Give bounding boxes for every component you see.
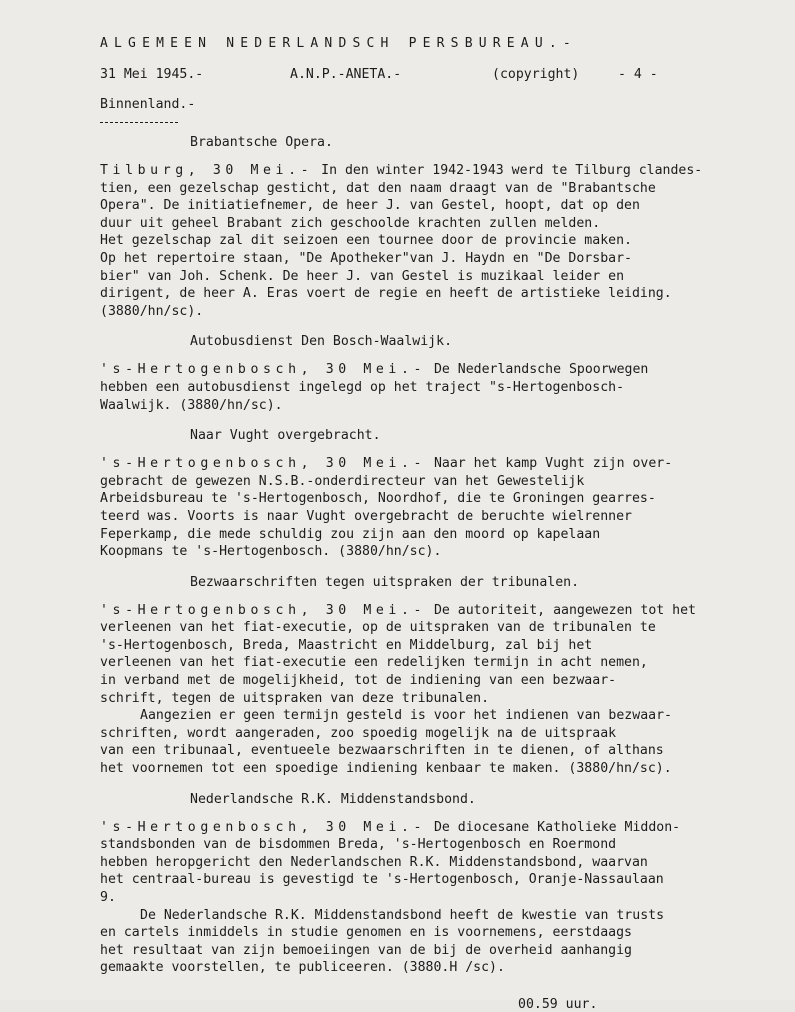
article-dateline: 's-Hertogenbosch, 30 Mei.- <box>100 456 427 472</box>
section-underline <box>100 120 178 123</box>
article-line: Koopmans te 's-Hertogenbosch. (3880/hn/sc). <box>100 544 442 560</box>
article-autobusdienst <box>100 334 759 414</box>
article-middenstandsbond <box>100 792 759 977</box>
article-line: het resultaat van zijn bemoeiingen van de bij de overheid aanhangig <box>100 942 632 958</box>
article-heading: Bezwaarschriften tegen uitspraken der tribunalen. <box>190 574 580 590</box>
article-line: gebracht de gewezen N.S.B.-onderdirecteur van het Gewestelijk <box>100 473 585 489</box>
article-line: 's-Hertogenbosch, Breda, Maastricht en Middelburg, zal bij het <box>100 637 593 653</box>
article-line: hebben heropgericht den Nederlandschen R.K. Middenstandsbond, waarvan <box>100 854 648 870</box>
article-line: Waalwijk. (3880/hn/sc). <box>100 397 283 413</box>
article-line: 's-Hertogenbosch, 30 Mei.- De Nederlandsche Spoorwegen <box>100 362 649 378</box>
article-line: 9. <box>100 890 116 905</box>
article-line: (3880/hn/sc). <box>100 303 204 319</box>
article-line: bier" van Joh. Schenk. De heer J. van Gestel is muzikaal leider en <box>100 268 625 284</box>
article-dateline: 's-Hertogenbosch, 30 Mei.- <box>100 602 427 618</box>
article-line: Opera". De initiatiefnemer, de heer J. van Gestel, hoopt, dat op den <box>100 198 640 214</box>
article-line: teerd was. Voorts is naar Vught overgebracht de beruchte wielrenner <box>100 508 632 524</box>
article-line: dirigent, de heer A. Eras voert de regie en heeft de artistieke leiding. <box>100 286 672 302</box>
article-line: 's-Hertogenbosch, 30 Mei.- De autoriteit, aangewezen tot het <box>100 602 696 618</box>
bulletin-meta-line <box>100 67 759 85</box>
article-heading: Brabantsche Opera. <box>190 135 333 150</box>
transmission-time: 00.59 uur. <box>518 996 598 1012</box>
article-naar-vught <box>100 428 759 561</box>
article-line: van een tribunaal, eventueele bezwaarschriften in te dienen, of althans <box>100 743 664 759</box>
article-line: Op het repertoire staan, "De Apotheker"van J. Haydn en "De Dorsbar- <box>100 250 632 266</box>
agency-masthead: ALGEMEEN NEDERLANDSCH PERSBUREAU.- <box>100 36 577 51</box>
article-line: en cartels inmiddels in studie genomen en is voornemens, eerstdaags <box>100 925 632 941</box>
article-line: gemaakte voorstellen, te publiceeren. (3880.H /sc). <box>100 960 505 976</box>
article-line: Aangezien er geen termijn gesteld is voor het indienen van bezwaar- <box>140 708 672 724</box>
article-line: 's-Hertogenbosch, 30 Mei.- Naar het kamp Vught zijn over- <box>100 456 673 472</box>
section-label <box>100 97 759 127</box>
article-line: schrift, tegen de uitspraken van deze tribunalen. <box>100 690 490 706</box>
page-number: - 4 - <box>618 67 658 82</box>
article-line: De Nederlandsche R.K. Middenstandsbond heeft de kwestie van trusts <box>140 907 665 923</box>
article-line: tien, een gezelschap gesticht, dat den naam draagt van de "Brabantsche <box>100 180 656 196</box>
article-line: Tilburg, 30 Mei.- In den winter 1942-1943 werd te Tilburg clandes- <box>100 163 703 178</box>
article-line: hebben een autobusdienst ingelegd op het traject "s-Hertogenbosch- <box>100 379 625 395</box>
article-line: het centraal-bureau is gevestigd te 's-Hertogenbosch, Oranje-Nassaulaan <box>100 872 664 888</box>
article-line: het voornemen tot een spoedige indiening kenbaar te maken. (3880/hn/sc). <box>100 761 672 777</box>
article-line: standsbonden van de bisdommen Breda, 's-Hertogenbosch en Roermond <box>100 837 617 853</box>
article-line: in verband met de mogelijkheid, tot de indiening van een bezwaar- <box>100 673 617 689</box>
copyright-note: (copyright) <box>492 67 580 82</box>
article-line: 's-Hertogenbosch, 30 Mei.- De diocesane Katholieke Middon- <box>100 819 681 835</box>
article-dateline: Tilburg, 30 Mei.- <box>100 163 314 178</box>
article-line: Feperkamp, die mede schuldig zou zijn aan den moord op kapelaan <box>100 526 601 542</box>
article-bezwaarschriften <box>100 575 759 778</box>
article-dateline: 's-Hertogenbosch, 30 Mei.- <box>100 819 427 835</box>
article-line: verleenen van het fiat-executie een redelijken termijn in acht nemen, <box>100 655 648 671</box>
article-line: verleenen van het fiat-executie, op de uitspraken van de tribunalen te <box>100 620 656 636</box>
article-dateline: 's-Hertogenbosch, 30 Mei.- <box>100 362 427 378</box>
article-line: Arbeidsbureau te 's-Hertogenbosch, Noordhof, die te Groningen gearres- <box>100 491 656 507</box>
bulletin-date: 31 Mei 1945.- <box>100 67 204 82</box>
article-heading: Autobusdienst Den Bosch-Waalwijk. <box>190 334 453 350</box>
section-title: Binnenland.- <box>100 97 196 112</box>
article-heading: Nederlandsche R.K. Middenstandsbond. <box>190 791 476 807</box>
article-line: duur uit geheel Brabant zich geschoolde krachten zullen melden. <box>100 215 601 231</box>
article-brabantsche-opera <box>100 135 759 320</box>
agency-code: A.N.P.-ANETA.- <box>290 67 402 82</box>
article-line: Het gezelschap zal dit seizoen een tournee door de provincie maken. <box>100 233 632 249</box>
article-line: schriften, wordt aangeraden, zoo spoedig mogelijk na de uitspraak <box>100 725 617 741</box>
article-heading: Naar Vught overgebracht. <box>190 428 381 444</box>
